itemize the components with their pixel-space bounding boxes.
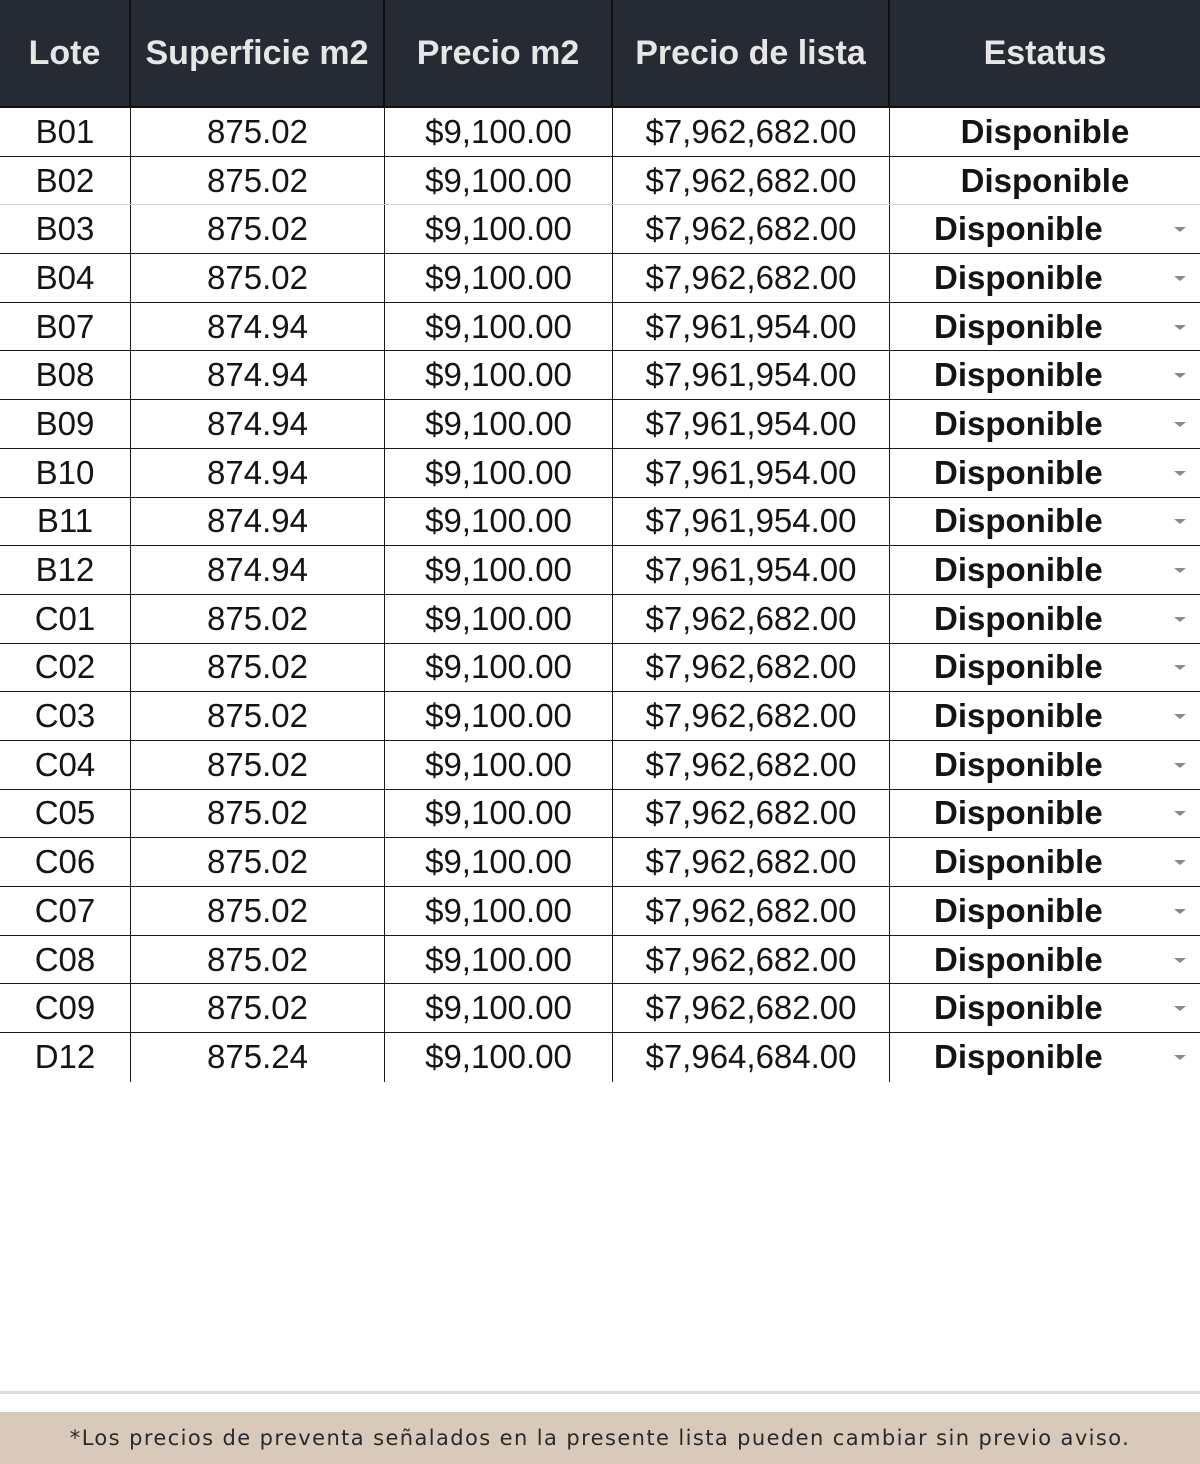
- cell-precio-m2[interactable]: $9,100.00: [385, 254, 613, 302]
- cell-precio-lista[interactable]: $7,961,954.00: [613, 498, 890, 546]
- cell-superficie[interactable]: 875.02: [131, 108, 385, 156]
- cell-precio-lista[interactable]: $7,962,682.00: [613, 205, 890, 253]
- header-precio-lista: Precio de lista: [613, 0, 890, 106]
- cell-lote[interactable]: C07: [0, 887, 131, 935]
- status-value: Disponible: [934, 599, 1103, 637]
- status-dropdown[interactable]: [890, 644, 1200, 692]
- cell-superficie[interactable]: 875.02: [131, 157, 385, 205]
- cell-precio-lista[interactable]: $7,961,954.00: [613, 449, 890, 497]
- status-dropdown[interactable]: [890, 303, 1200, 351]
- status-value: Disponible: [934, 258, 1103, 296]
- cell-lote[interactable]: B09: [0, 400, 131, 448]
- cell-superficie[interactable]: 875.24: [131, 1033, 385, 1082]
- cell-lote[interactable]: B02: [0, 157, 131, 205]
- chevron-down-icon[interactable]: [1174, 665, 1186, 670]
- table-row: [0, 692, 1200, 741]
- status-dropdown[interactable]: [890, 400, 1200, 448]
- cell-superficie[interactable]: 874.94: [131, 303, 385, 351]
- cell-lote[interactable]: C02: [0, 644, 131, 692]
- chevron-down-icon[interactable]: [1174, 1055, 1186, 1060]
- table-row: [0, 936, 1200, 985]
- status-value: Disponible: [960, 112, 1130, 150]
- cell-precio-lista[interactable]: $7,961,954.00: [613, 351, 890, 399]
- footer-band: [0, 1412, 1200, 1464]
- status-value: Disponible: [960, 161, 1130, 199]
- chevron-down-icon[interactable]: [1174, 1006, 1186, 1011]
- chevron-down-icon[interactable]: [1174, 958, 1186, 963]
- header-precio-m2: Precio m2: [385, 0, 613, 106]
- table-row: [0, 108, 1200, 157]
- status-value: Disponible: [934, 356, 1103, 394]
- table-row: [0, 984, 1200, 1033]
- cell-precio-lista[interactable]: $7,961,954.00: [613, 546, 890, 594]
- cell-precio-lista[interactable]: $7,962,682.00: [613, 936, 890, 984]
- cell-lote[interactable]: C04: [0, 741, 131, 789]
- cell-precio-lista[interactable]: $7,962,682.00: [613, 595, 890, 643]
- status-dropdown[interactable]: [890, 254, 1200, 302]
- cell-superficie[interactable]: 875.02: [131, 838, 385, 886]
- cell-precio-lista[interactable]: $7,962,682.00: [613, 984, 890, 1032]
- cell-superficie[interactable]: 875.02: [131, 692, 385, 740]
- status-value: Disponible: [934, 1038, 1103, 1076]
- cell-lote[interactable]: B03: [0, 205, 131, 253]
- cell-superficie[interactable]: 875.02: [131, 936, 385, 984]
- cell-precio-m2[interactable]: $9,100.00: [385, 108, 613, 156]
- status-value: Disponible: [934, 794, 1103, 832]
- cell-precio-m2[interactable]: $9,100.00: [385, 303, 613, 351]
- cell-superficie[interactable]: 874.94: [131, 546, 385, 594]
- table-row: [0, 254, 1200, 303]
- cell-superficie[interactable]: 874.94: [131, 400, 385, 448]
- cell-precio-m2[interactable]: $9,100.00: [385, 790, 613, 838]
- cell-lote[interactable]: B04: [0, 254, 131, 302]
- status-value: Disponible: [934, 891, 1103, 929]
- chevron-down-icon[interactable]: [1174, 373, 1186, 378]
- table-row: [0, 449, 1200, 498]
- status-dropdown[interactable]: [890, 546, 1200, 594]
- table-row: [0, 498, 1200, 547]
- cell-precio-m2[interactable]: $9,100.00: [385, 595, 613, 643]
- status-dropdown[interactable]: [890, 790, 1200, 838]
- status-dropdown[interactable]: [890, 936, 1200, 984]
- cell-lote[interactable]: C06: [0, 838, 131, 886]
- status-value: Disponible: [934, 404, 1103, 442]
- cell-precio-lista[interactable]: $7,962,682.00: [613, 692, 890, 740]
- table-row: [0, 205, 1200, 254]
- cell-precio-m2[interactable]: $9,100.00: [385, 449, 613, 497]
- cell-precio-m2[interactable]: $9,100.00: [385, 741, 613, 789]
- cell-lote[interactable]: C08: [0, 936, 131, 984]
- status-dropdown[interactable]: [890, 838, 1200, 886]
- status-value: Disponible: [934, 697, 1103, 735]
- cell-superficie[interactable]: 875.02: [131, 595, 385, 643]
- status-dropdown[interactable]: [890, 595, 1200, 643]
- table-body: [0, 108, 1200, 1082]
- cell-precio-m2[interactable]: $9,100.00: [385, 984, 613, 1032]
- status-value: Disponible: [934, 210, 1103, 248]
- cell-precio-lista[interactable]: $7,962,682.00: [613, 741, 890, 789]
- status-value: Disponible: [934, 843, 1103, 881]
- cell-precio-m2[interactable]: $9,100.00: [385, 400, 613, 448]
- cell-precio-lista[interactable]: $7,962,682.00: [613, 790, 890, 838]
- table-row: [0, 887, 1200, 936]
- cell-estatus[interactable]: [890, 157, 1200, 205]
- chevron-down-icon[interactable]: [1174, 325, 1186, 330]
- chevron-down-icon[interactable]: [1174, 617, 1186, 622]
- chevron-down-icon[interactable]: [1174, 811, 1186, 816]
- cell-lote[interactable]: B12: [0, 546, 131, 594]
- status-value: Disponible: [934, 745, 1103, 783]
- cell-precio-m2[interactable]: $9,100.00: [385, 498, 613, 546]
- cell-precio-m2[interactable]: $9,100.00: [385, 936, 613, 984]
- table-row: [0, 790, 1200, 839]
- status-value: Disponible: [934, 502, 1103, 540]
- cell-precio-m2[interactable]: $9,100.00: [385, 157, 613, 205]
- status-value: Disponible: [934, 648, 1103, 686]
- table-row: [0, 303, 1200, 352]
- table-row: [0, 838, 1200, 887]
- cell-superficie[interactable]: 875.02: [131, 984, 385, 1032]
- cell-lote[interactable]: B08: [0, 351, 131, 399]
- status-value: Disponible: [934, 453, 1103, 491]
- chevron-down-icon[interactable]: [1174, 227, 1186, 232]
- status-dropdown[interactable]: [890, 351, 1200, 399]
- cell-precio-m2[interactable]: $9,100.00: [385, 887, 613, 935]
- cell-lote[interactable]: B07: [0, 303, 131, 351]
- footer-disclaimer: *Los precios de preventa señalados en la presente lista pueden cambiar sin previo aviso.: [69, 1426, 1131, 1450]
- cell-lote[interactable]: C09: [0, 984, 131, 1032]
- cell-precio-m2[interactable]: $9,100.00: [385, 1033, 613, 1082]
- cell-estatus[interactable]: [890, 108, 1200, 156]
- status-dropdown[interactable]: [890, 498, 1200, 546]
- cell-precio-m2[interactable]: $9,100.00: [385, 351, 613, 399]
- cell-precio-m2[interactable]: $9,100.00: [385, 692, 613, 740]
- cell-precio-lista[interactable]: $7,964,684.00: [613, 1033, 890, 1082]
- cell-superficie[interactable]: 875.02: [131, 205, 385, 253]
- cell-precio-lista[interactable]: $7,962,682.00: [613, 254, 890, 302]
- status-dropdown[interactable]: [890, 205, 1200, 253]
- status-dropdown[interactable]: [890, 741, 1200, 789]
- footer-divider: [0, 1391, 1200, 1394]
- chevron-down-icon[interactable]: [1174, 860, 1186, 865]
- chevron-down-icon[interactable]: [1174, 568, 1186, 573]
- status-value: Disponible: [934, 307, 1103, 345]
- table-row: [0, 546, 1200, 595]
- cell-superficie[interactable]: 875.02: [131, 741, 385, 789]
- status-value: Disponible: [934, 551, 1103, 589]
- status-dropdown[interactable]: [890, 887, 1200, 935]
- status-dropdown[interactable]: [890, 692, 1200, 740]
- cell-superficie[interactable]: 875.02: [131, 254, 385, 302]
- chevron-down-icon[interactable]: [1174, 909, 1186, 914]
- status-value: Disponible: [934, 989, 1103, 1027]
- table-row: [0, 1033, 1200, 1082]
- chevron-down-icon[interactable]: [1174, 519, 1186, 524]
- table-row: [0, 595, 1200, 644]
- header-lote: Lote: [0, 0, 131, 106]
- chevron-down-icon[interactable]: [1174, 714, 1186, 719]
- chevron-down-icon[interactable]: [1174, 471, 1186, 476]
- table-row: [0, 400, 1200, 449]
- cell-superficie[interactable]: 874.94: [131, 449, 385, 497]
- cell-precio-m2[interactable]: $9,100.00: [385, 838, 613, 886]
- table-row: [0, 741, 1200, 790]
- cell-precio-m2[interactable]: $9,100.00: [385, 546, 613, 594]
- status-dropdown[interactable]: [890, 1033, 1200, 1082]
- cell-precio-lista[interactable]: $7,962,682.00: [613, 887, 890, 935]
- cell-superficie[interactable]: 875.02: [131, 644, 385, 692]
- cell-lote[interactable]: D12: [0, 1033, 131, 1082]
- table-row: [0, 157, 1200, 206]
- cell-precio-lista[interactable]: $7,962,682.00: [613, 838, 890, 886]
- status-dropdown[interactable]: [890, 984, 1200, 1032]
- cell-lote[interactable]: C05: [0, 790, 131, 838]
- status-dropdown[interactable]: [890, 449, 1200, 497]
- cell-lote[interactable]: B10: [0, 449, 131, 497]
- table-row: [0, 351, 1200, 400]
- header-estatus: Estatus: [983, 33, 1107, 72]
- cell-precio-lista[interactable]: $7,962,682.00: [613, 108, 890, 156]
- chevron-down-icon[interactable]: [1174, 276, 1186, 281]
- chevron-down-icon[interactable]: [1174, 763, 1186, 768]
- cell-precio-lista[interactable]: $7,961,954.00: [613, 303, 890, 351]
- header-superficie: Superficie m2: [131, 0, 385, 106]
- cell-superficie[interactable]: 875.02: [131, 790, 385, 838]
- cell-lote[interactable]: C01: [0, 595, 131, 643]
- cell-lote[interactable]: B11: [0, 498, 131, 546]
- cell-superficie[interactable]: 875.02: [131, 887, 385, 935]
- cell-superficie[interactable]: 874.94: [131, 498, 385, 546]
- cell-precio-lista[interactable]: $7,962,682.00: [613, 644, 890, 692]
- cell-precio-lista[interactable]: $7,962,682.00: [613, 157, 890, 205]
- cell-lote[interactable]: B01: [0, 108, 131, 156]
- cell-superficie[interactable]: 874.94: [131, 351, 385, 399]
- cell-lote[interactable]: C03: [0, 692, 131, 740]
- table-header-row: [0, 0, 1200, 108]
- cell-precio-m2[interactable]: $9,100.00: [385, 644, 613, 692]
- chevron-down-icon[interactable]: [1174, 422, 1186, 427]
- table-row: [0, 644, 1200, 693]
- cell-precio-lista[interactable]: $7,961,954.00: [613, 400, 890, 448]
- cell-precio-m2[interactable]: $9,100.00: [385, 205, 613, 253]
- status-value: Disponible: [934, 940, 1103, 978]
